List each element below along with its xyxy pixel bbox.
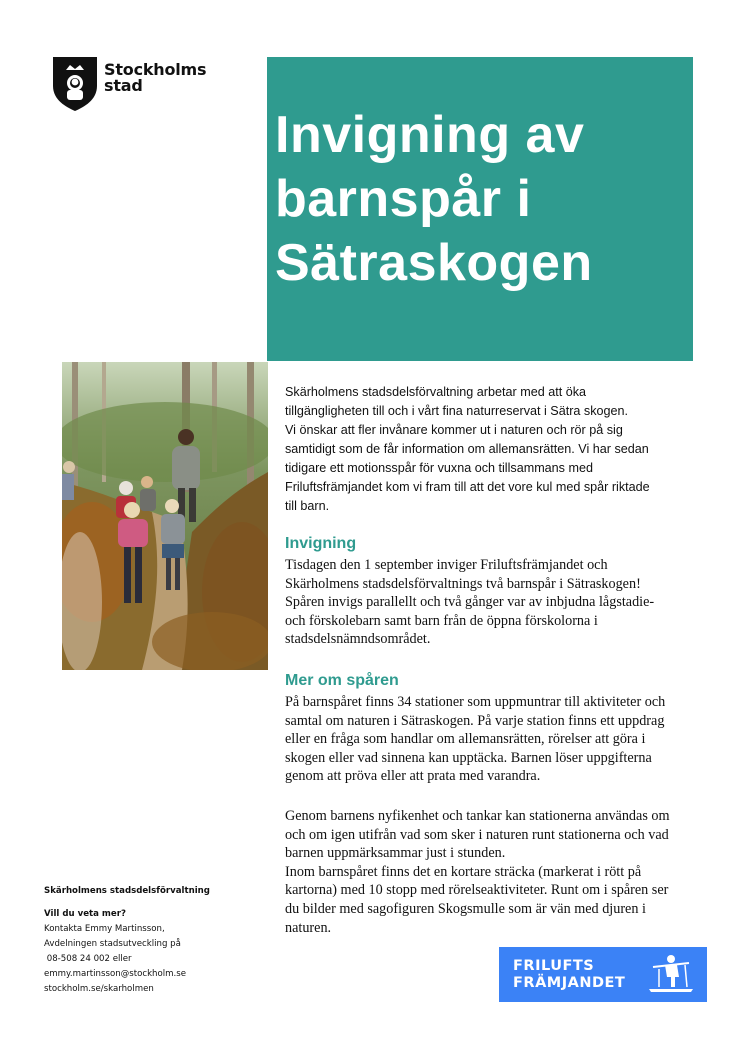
intro-line: tidigare ett motionsspår för vuxna och tillsammans med — [285, 461, 593, 475]
text-line: barnen uppmärksammar just i stunden. — [285, 845, 506, 862]
contact-line: Avdelningen stadsutveckling på — [44, 939, 181, 949]
text-line: Tisdagen den 1 september inviger Friluftsfrämjandet och — [285, 557, 608, 573]
text-line: Spåren invigs parallellt och två gånger var av inbjudna lågstadie- — [285, 594, 655, 611]
text-line: samtal om naturen i Sätraskogen. På varje station finns ett uppdrag — [285, 712, 665, 729]
contact-footer — [44, 884, 244, 997]
text-line: Skärholmens stadsdelsförvaltnings två barnspår i Sätraskogen! — [285, 575, 641, 592]
text-line: stadsdelsnämndsområdet. — [285, 631, 431, 648]
title-line1: Invigning av — [275, 106, 585, 164]
title-banner — [267, 57, 693, 361]
text-line: du bilder med sagofiguren Skogsmulle som är vän med djuren i — [285, 900, 646, 917]
ff-wordmark — [513, 958, 625, 992]
text-line: kartorna) med 10 stopp med rörelseaktiviteter. Runt om i spåren ser — [285, 882, 669, 899]
intro-line: till barn. — [285, 499, 330, 513]
intro-line: Friluftsfrämjandet kom vi fram till att det vore kul med spår riktade — [285, 480, 650, 494]
contact-email[interactable]: emmy.martinsson@stockholm.se — [44, 969, 187, 979]
text-line: skogen eller vad sinnena kan upptäcka. Barnen löser uppgifterna — [285, 749, 652, 766]
contact-line: Kontakta Emmy Martinsson, — [44, 924, 165, 934]
intro-paragraph — [285, 383, 705, 516]
org-name: Skärholmens stadsdelsförvaltning — [44, 886, 210, 896]
page-title — [275, 103, 685, 295]
crest-icon — [52, 56, 98, 112]
text-line: genom att pröva eller att prata med varandra. — [285, 768, 541, 785]
text-line: och förskolebarn samt barn från de öppna förskolorna i — [285, 612, 598, 629]
intro-line: Skärholmens stadsdelsförvaltning arbetar med att öka — [285, 385, 587, 399]
friluftsframjandet-logo — [499, 947, 707, 1002]
intro-line: tillgängligheten till och i vårt fina naturreservat i Sätra skogen. — [285, 404, 629, 418]
ff-line2: FRÄMJANDET — [513, 975, 626, 991]
text-line: och om igen utifrån vad som sker i naturen runt stationerna och vad — [285, 826, 669, 843]
logo-wordmark — [104, 62, 206, 94]
section-heading-invigning: Invigning — [285, 535, 357, 552]
more-info-heading: Vill du veta mer? — [44, 909, 126, 919]
section-invigning-text — [285, 556, 705, 649]
text-line: På barnspåret finns 34 stationer som uppmuntrar till aktiviteter och — [285, 694, 666, 710]
text-line: eller en fråga som handlar om allemansrätten, rörelser att göra i — [285, 731, 646, 748]
ff-line1: FRILUFTS — [513, 958, 595, 974]
contact-phone: 08-508 24 002 eller — [44, 954, 132, 964]
contact-website[interactable]: stockholm.se/skarholmen — [44, 984, 154, 994]
section-mer-om-sparen-para1 — [285, 693, 705, 786]
section-mer-om-sparen-para2 — [285, 807, 705, 937]
skier-icon — [647, 953, 695, 995]
text-line: Inom barnspåret finns det en kortare sträcka (markerat i rött på — [285, 863, 642, 880]
text-line: Genom barnens nyfikenhet och tankar kan stationerna användas om — [285, 808, 670, 824]
logo-line1: Stockholms — [104, 60, 207, 79]
intro-line: Vi önskar att fler invånare kommer ut i naturen och rör på sig — [285, 423, 623, 437]
logo-line2: stad — [104, 76, 143, 95]
forest-children-photo — [62, 362, 268, 670]
title-line3: Sätraskogen — [275, 234, 593, 292]
title-line2: barnspår i — [275, 170, 532, 228]
intro-line: samtidigt som de får information om allemansrätten. Vi har sedan — [285, 442, 649, 456]
text-line: naturen. — [285, 919, 332, 936]
section-heading-mer-om-sparen: Mer om spåren — [285, 672, 399, 689]
stockholms-stad-logo — [52, 56, 222, 112]
